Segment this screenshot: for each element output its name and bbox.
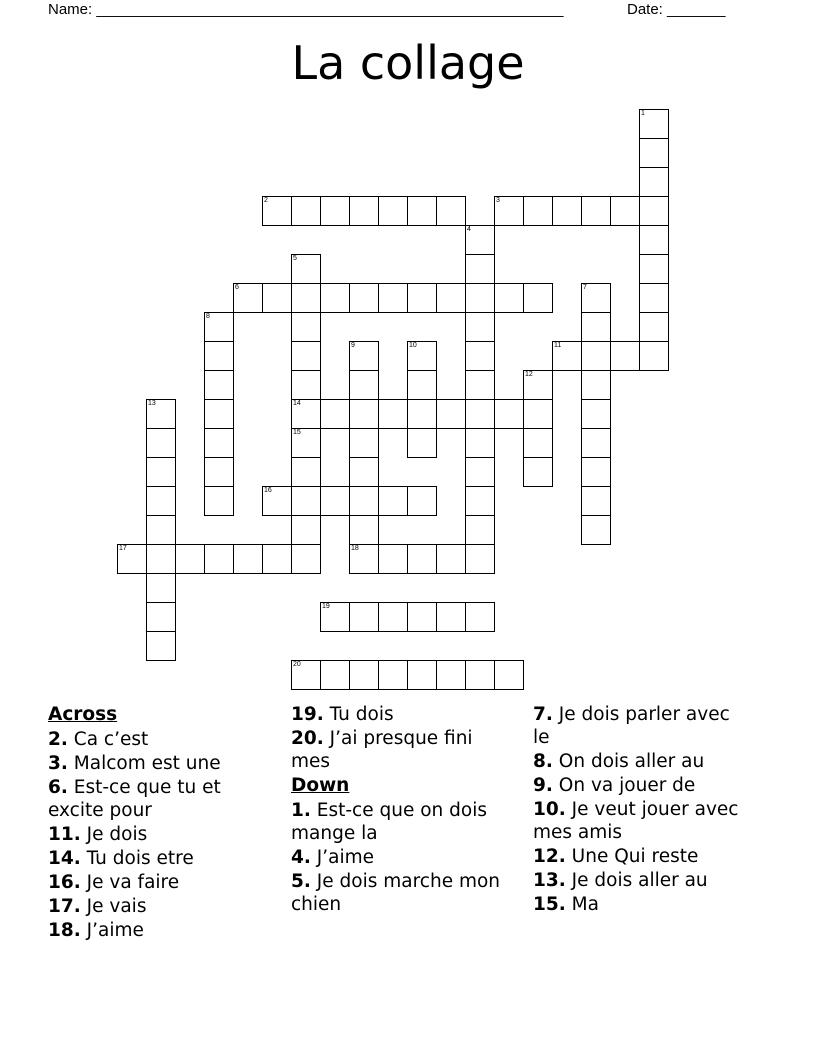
grid-cell[interactable] [552, 341, 582, 371]
grid-cell[interactable] [291, 196, 321, 226]
grid-cell[interactable] [494, 283, 524, 313]
clue-text: Je va faire [86, 872, 180, 893]
grid-cell[interactable] [523, 370, 553, 400]
clue-number: 5. [291, 871, 311, 892]
clue-number: 11. [48, 824, 81, 845]
grid-cell[interactable] [291, 312, 321, 342]
grid-cell[interactable] [378, 544, 408, 574]
grid-cell[interactable] [262, 196, 292, 226]
cell-number: 10 [409, 342, 417, 349]
grid-cell[interactable] [378, 486, 408, 516]
grid-cell[interactable] [523, 399, 553, 429]
grid-cell[interactable] [349, 486, 379, 516]
grid-cell[interactable] [146, 457, 176, 487]
clue-across-18 [48, 919, 273, 942]
cell-number: 5 [293, 255, 297, 262]
grid-cell[interactable] [349, 428, 379, 458]
grid-cell[interactable] [465, 660, 495, 690]
grid-cell[interactable] [639, 109, 669, 139]
grid-cell[interactable] [465, 312, 495, 342]
clue-down-13 [533, 869, 748, 892]
grid-cell[interactable] [407, 544, 437, 574]
grid-cell[interactable] [349, 341, 379, 371]
clue-number: 12. [533, 846, 566, 867]
clue-number: 4. [291, 847, 311, 868]
grid-cell[interactable] [262, 544, 292, 574]
grid-cell[interactable] [146, 428, 176, 458]
grid-cell[interactable] [291, 341, 321, 371]
grid-cell[interactable] [349, 544, 379, 574]
grid-cell[interactable] [320, 283, 350, 313]
grid-cell[interactable] [465, 457, 495, 487]
across-heading: Across [48, 704, 118, 725]
clue-text: Je dois aller au [571, 870, 708, 891]
grid-cell[interactable] [204, 428, 234, 458]
cell-number: 1 [641, 110, 645, 117]
grid-cell[interactable] [233, 283, 263, 313]
grid-cell[interactable] [407, 341, 437, 371]
clue-text: On dois aller au [558, 751, 705, 772]
grid-cell[interactable] [291, 254, 321, 284]
clue-down-7 [533, 703, 748, 749]
grid-cell[interactable] [523, 196, 553, 226]
grid-cell[interactable] [581, 486, 611, 516]
grid-cell[interactable] [407, 428, 437, 458]
grid-cell[interactable] [523, 428, 553, 458]
name-field-label: Name: ________________________________________________________ [48, 1, 564, 18]
grid-cell[interactable] [349, 602, 379, 632]
clue-text: On va jouer de [558, 775, 696, 796]
cell-number: 12 [525, 371, 533, 378]
grid-cell[interactable] [639, 254, 669, 284]
grid-cell[interactable] [465, 341, 495, 371]
cell-number: 7 [583, 284, 587, 291]
grid-cell[interactable] [291, 399, 321, 429]
clue-text: Tu dois [329, 704, 394, 725]
cell-number: 13 [148, 400, 156, 407]
grid-cell[interactable] [465, 486, 495, 516]
grid-cell[interactable] [378, 283, 408, 313]
grid-cell[interactable] [320, 486, 350, 516]
clue-across-19 [291, 703, 511, 726]
grid-cell[interactable] [581, 283, 611, 313]
grid-cell[interactable] [494, 196, 524, 226]
clue-number: 18. [48, 920, 81, 941]
grid-cell[interactable] [349, 515, 379, 545]
grid-cell[interactable] [465, 254, 495, 284]
grid-cell[interactable] [581, 515, 611, 545]
clue-down-5 [291, 870, 511, 916]
grid-cell[interactable] [349, 660, 379, 690]
grid-cell[interactable] [465, 399, 495, 429]
clue-number: 1. [291, 800, 311, 821]
grid-cell[interactable] [291, 457, 321, 487]
clue-text: Est-ce que tu et excite pour [48, 777, 221, 821]
clue-down-4 [291, 846, 511, 869]
grid-cell[interactable] [320, 399, 350, 429]
grid-cell[interactable] [465, 515, 495, 545]
grid-cell[interactable] [494, 660, 524, 690]
grid-cell[interactable] [581, 341, 611, 371]
grid-cell[interactable] [436, 660, 466, 690]
grid-cell[interactable] [610, 341, 640, 371]
grid-cell[interactable] [117, 544, 147, 574]
clue-text: Je veut jouer avec mes amis [533, 799, 739, 843]
grid-cell[interactable] [291, 515, 321, 545]
clue-number: 7. [533, 704, 553, 725]
grid-cell[interactable] [407, 399, 437, 429]
grid-cell[interactable] [465, 602, 495, 632]
clue-across-20 [291, 727, 511, 773]
grid-cell[interactable] [407, 283, 437, 313]
clue-text: Ca c’est [73, 729, 149, 750]
clue-column-1 [48, 703, 273, 943]
grid-cell[interactable] [349, 399, 379, 429]
grid-cell[interactable] [146, 544, 176, 574]
grid-cell[interactable] [378, 399, 408, 429]
grid-cell[interactable] [204, 370, 234, 400]
clue-text: J’ai presque fini mes [291, 728, 473, 772]
grid-cell[interactable] [465, 283, 495, 313]
grid-cell[interactable] [146, 631, 176, 661]
grid-cell[interactable] [320, 660, 350, 690]
grid-cell[interactable] [407, 602, 437, 632]
clue-text: Je dois [86, 824, 148, 845]
grid-cell[interactable] [320, 196, 350, 226]
clue-number: 16. [48, 872, 81, 893]
clue-across-17 [48, 895, 273, 918]
clue-down-8 [533, 750, 748, 773]
clue-text: Ma [571, 894, 599, 915]
grid-cell[interactable] [436, 283, 466, 313]
clue-down-9 [533, 774, 748, 797]
grid-cell[interactable] [175, 544, 205, 574]
grid-cell[interactable] [291, 370, 321, 400]
grid-cell[interactable] [204, 457, 234, 487]
cell-number: 16 [264, 487, 272, 494]
grid-cell[interactable] [146, 399, 176, 429]
grid-cell[interactable] [349, 283, 379, 313]
clue-text: Je vais [86, 896, 147, 917]
grid-cell[interactable] [639, 312, 669, 342]
grid-cell[interactable] [465, 544, 495, 574]
cell-number: 15 [293, 429, 301, 436]
cell-number: 19 [322, 603, 330, 610]
grid-cell[interactable] [581, 457, 611, 487]
grid-cell[interactable] [204, 486, 234, 516]
grid-cell[interactable] [146, 515, 176, 545]
grid-cell[interactable] [639, 167, 669, 197]
down-heading: Down [291, 775, 350, 796]
grid-cell[interactable] [639, 196, 669, 226]
puzzle-title: La collage [291, 36, 525, 90]
grid-cell[interactable] [436, 544, 466, 574]
clue-across-3 [48, 752, 273, 775]
cell-number: 9 [351, 342, 355, 349]
cell-number: 11 [554, 342, 562, 349]
grid-cell[interactable] [581, 196, 611, 226]
grid-cell[interactable] [378, 660, 408, 690]
clue-down-12 [533, 845, 748, 868]
cell-number: 8 [206, 313, 210, 320]
grid-cell[interactable] [407, 196, 437, 226]
grid-cell[interactable] [291, 283, 321, 313]
clue-number: 3. [48, 753, 68, 774]
clue-column-2 [291, 703, 511, 917]
clue-down-15 [533, 893, 748, 916]
grid-cell[interactable] [378, 196, 408, 226]
cell-number: 4 [467, 226, 471, 233]
clue-number: 8. [533, 751, 553, 772]
clue-text: Je dois marche mon chien [291, 871, 501, 915]
grid-cell[interactable] [494, 399, 524, 429]
grid-cell[interactable] [262, 486, 292, 516]
clue-number: 14. [48, 848, 81, 869]
clue-number: 9. [533, 775, 553, 796]
clue-across-11 [48, 823, 273, 846]
grid-cell[interactable] [233, 544, 263, 574]
grid-cell[interactable] [639, 283, 669, 313]
grid-cell[interactable] [378, 602, 408, 632]
grid-cell[interactable] [204, 399, 234, 429]
grid-cell[interactable] [639, 225, 669, 255]
cell-number: 17 [119, 545, 127, 552]
grid-cell[interactable] [349, 457, 379, 487]
grid-cell[interactable] [523, 457, 553, 487]
grid-cell[interactable] [610, 196, 640, 226]
grid-cell[interactable] [291, 428, 321, 458]
clue-text: Malcom est une [73, 753, 221, 774]
clue-text: J’aime [316, 847, 375, 868]
clue-text: J’aime [86, 920, 144, 941]
grid-cell[interactable] [204, 312, 234, 342]
clue-number: 17. [48, 896, 81, 917]
clue-across-2 [48, 728, 273, 751]
clue-column-3 [533, 703, 748, 917]
clue-number: 10. [533, 799, 566, 820]
clue-number: 20. [291, 728, 324, 749]
grid-cell[interactable] [552, 196, 582, 226]
cell-number: 2 [264, 197, 268, 204]
grid-cell[interactable] [523, 283, 553, 313]
clue-across-6 [48, 776, 273, 822]
clue-text: Une Qui reste [571, 846, 699, 867]
clue-across-14 [48, 847, 273, 870]
cell-number: 14 [293, 400, 301, 407]
grid-cell[interactable] [204, 341, 234, 371]
clue-text: Je dois parler avec le [533, 704, 730, 748]
grid-cell[interactable] [146, 486, 176, 516]
grid-cell[interactable] [146, 573, 176, 603]
grid-cell[interactable] [639, 138, 669, 168]
clue-across-16 [48, 871, 273, 894]
grid-cell[interactable] [581, 370, 611, 400]
grid-cell[interactable] [291, 544, 321, 574]
grid-cell[interactable] [407, 660, 437, 690]
grid-cell[interactable] [320, 602, 350, 632]
grid-cell[interactable] [407, 370, 437, 400]
grid-cell[interactable] [349, 370, 379, 400]
grid-cell[interactable] [146, 602, 176, 632]
grid-cell[interactable] [436, 399, 466, 429]
clue-number: 2. [48, 729, 68, 750]
grid-cell[interactable] [407, 486, 437, 516]
grid-cell[interactable] [465, 370, 495, 400]
grid-cell[interactable] [639, 341, 669, 371]
grid-cell[interactable] [465, 428, 495, 458]
cell-number: 18 [351, 545, 359, 552]
clue-text: Est-ce que on dois mange la [291, 800, 487, 844]
clue-text: Tu dois etre [86, 848, 194, 869]
cell-number: 3 [496, 197, 500, 204]
grid-cell[interactable] [436, 602, 466, 632]
grid-cell[interactable] [581, 312, 611, 342]
grid-cell[interactable] [204, 544, 234, 574]
grid-cell[interactable] [465, 225, 495, 255]
date-field-label: Date: _______ [627, 1, 726, 18]
clue-number: 19. [291, 704, 324, 725]
grid-cell[interactable] [581, 428, 611, 458]
grid-cell[interactable] [349, 196, 379, 226]
clue-down-1 [291, 799, 511, 845]
cell-number: 20 [293, 661, 301, 668]
clue-number: 15. [533, 894, 566, 915]
clue-down-10 [533, 798, 748, 844]
clue-number: 13. [533, 870, 566, 891]
grid-cell[interactable] [291, 660, 321, 690]
grid-cell[interactable] [262, 283, 292, 313]
clue-number: 6. [48, 777, 68, 798]
grid-cell[interactable] [581, 399, 611, 429]
cell-number: 6 [235, 284, 239, 291]
grid-cell[interactable] [436, 196, 466, 226]
grid-cell[interactable] [291, 486, 321, 516]
